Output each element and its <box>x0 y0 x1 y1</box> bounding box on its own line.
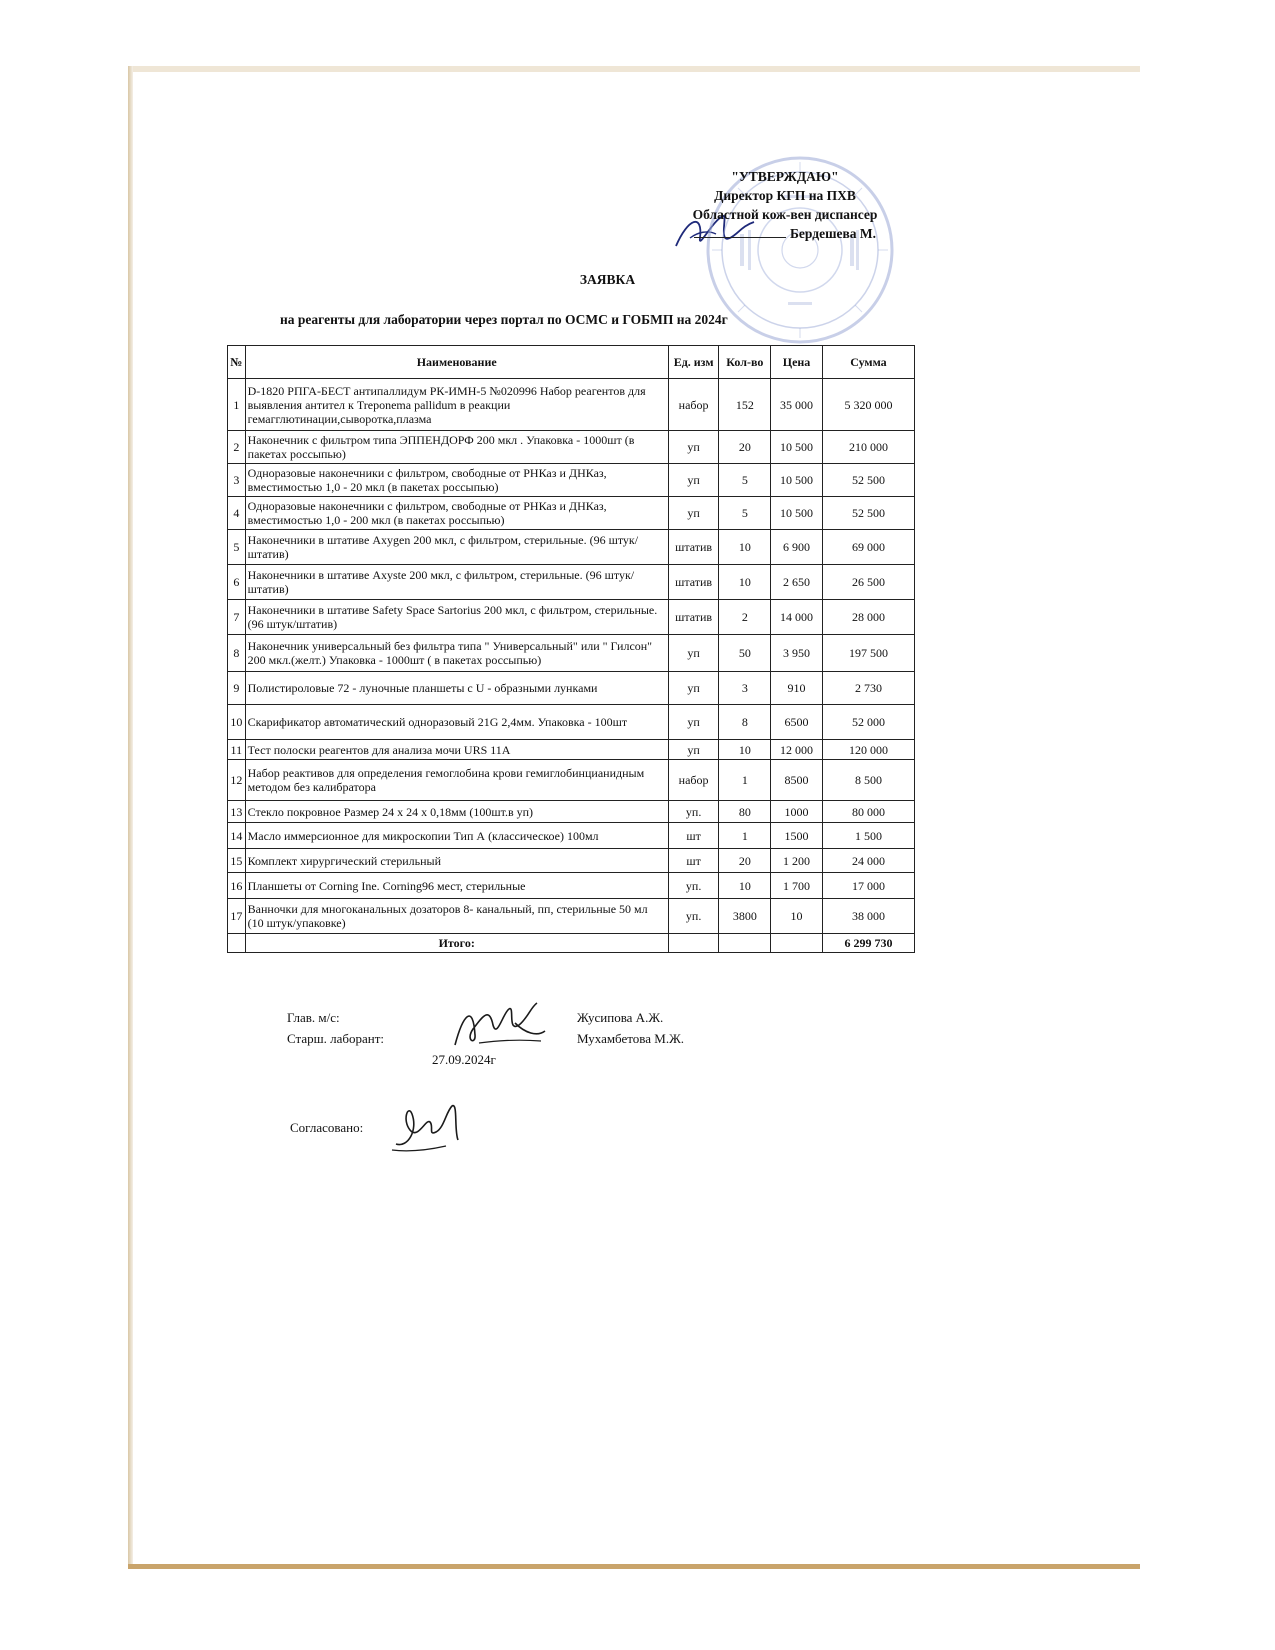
row-name: Масло иммерсионное для микроскопии Тип А (классическое) 100мл <box>245 823 668 849</box>
row-unit: уп <box>668 705 719 740</box>
senior-lab-name: Мухамбетова М.Ж. <box>577 1031 684 1046</box>
table-body <box>228 379 915 953</box>
table-row <box>228 565 915 600</box>
row-sum: 210 000 <box>822 431 914 464</box>
row-qty: 10 <box>719 740 771 760</box>
row-qty: 152 <box>719 379 771 431</box>
row-sum: 1 500 <box>822 823 914 849</box>
row-qty: 3 <box>719 672 771 705</box>
row-unit: уп <box>668 464 719 497</box>
row-qty: 5 <box>719 497 771 530</box>
row-qty: 8 <box>719 705 771 740</box>
approval-director: Директор КГП на ПХВ <box>714 188 856 203</box>
row-num: 12 <box>228 760 246 801</box>
row-name: D-1820 РПГА-БЕСТ антипаллидум РК-ИМН-5 №020996 Набор реагентов для выявления антител к Treponema pallidum в реакции гемагглютинации,сыворотка,плазма <box>245 379 668 431</box>
row-unit: уп. <box>668 801 719 823</box>
row-qty: 3800 <box>719 899 771 934</box>
approval-signatory-line <box>640 224 930 243</box>
row-price: 10 <box>771 899 823 934</box>
row-qty: 20 <box>719 849 771 873</box>
agreed-signature <box>388 1100 468 1155</box>
row-name: Тест полоски реагентов для анализа мочи URS 11A <box>245 740 668 760</box>
row-sum: 52 500 <box>822 464 914 497</box>
head-nurse-name: Жусипова А.Ж. <box>577 1010 664 1025</box>
row-unit: шт <box>668 849 719 873</box>
table-row <box>228 600 915 635</box>
row-name: Наконечник универсальный без фильтра типа " Универсальный" или " Гилсон" 200 мкл.(желт.) Упаковка - 1000шт ( в пакетах россыпью) <box>245 635 668 672</box>
request-table <box>227 345 915 953</box>
table-row <box>228 760 915 801</box>
row-unit: уп <box>668 635 719 672</box>
row-price: 8500 <box>771 760 823 801</box>
table-row <box>228 849 915 873</box>
row-num: 6 <box>228 565 246 600</box>
row-num: 2 <box>228 431 246 464</box>
header-name: Наименование <box>245 346 668 379</box>
row-num: 15 <box>228 849 246 873</box>
header-price: Цена <box>771 346 823 379</box>
row-price: 12 000 <box>771 740 823 760</box>
row-sum: 28 000 <box>822 600 914 635</box>
header-qty: Кол-во <box>719 346 771 379</box>
row-name: Комплект хирургический стерильный <box>245 849 668 873</box>
header-unit: Ед. изм <box>668 346 719 379</box>
row-qty: 1 <box>719 823 771 849</box>
row-name: Набор реактивов для определения гемоглобина крови гемиглобинцианидным методом без калибратора <box>245 760 668 801</box>
row-price: 2 650 <box>771 565 823 600</box>
row-num: 3 <box>228 464 246 497</box>
row-price: 1500 <box>771 823 823 849</box>
signature-line <box>694 225 786 238</box>
total-row <box>228 934 915 953</box>
row-num: 8 <box>228 635 246 672</box>
row-num: 11 <box>228 740 246 760</box>
signing-date: 27.09.2024г <box>432 1052 496 1067</box>
row-sum: 120 000 <box>822 740 914 760</box>
table-row <box>228 530 915 565</box>
total-qty-cell <box>719 934 771 953</box>
row-sum: 38 000 <box>822 899 914 934</box>
row-num: 14 <box>228 823 246 849</box>
header-sum: Сумма <box>822 346 914 379</box>
row-sum: 17 000 <box>822 873 914 899</box>
total-num-cell <box>228 934 246 953</box>
total-unit-cell <box>668 934 719 953</box>
row-sum: 52 500 <box>822 497 914 530</box>
row-name: Ванночки для многоканальных дозаторов 8- канальный, пп, стерильные 50 мл (10 штук/упаковке) <box>245 899 668 934</box>
table-row <box>228 705 915 740</box>
row-unit: набор <box>668 760 719 801</box>
row-price: 1 700 <box>771 873 823 899</box>
row-price: 6500 <box>771 705 823 740</box>
row-num: 4 <box>228 497 246 530</box>
row-unit: уп <box>668 740 719 760</box>
approval-organization: Областной кож-вен диспансер <box>692 207 878 222</box>
row-name: Наконечники в штативе Axyste 200 мкл, с фильтром, стерильные. (96 штук/штатив) <box>245 565 668 600</box>
table-row <box>228 801 915 823</box>
row-sum: 8 500 <box>822 760 914 801</box>
header-num: № <box>228 346 246 379</box>
row-name: Одноразовые наконечники с фильтром, свободные от РНКаз и ДНКаз, вместимостью 1,0 - 20 мкл (в пакетах россыпью) <box>245 464 668 497</box>
row-name: Наконечники в штативе Axygen 200 мкл, с фильтром, стерильные. (96 штук/штатив) <box>245 530 668 565</box>
table-row <box>228 497 915 530</box>
row-num: 13 <box>228 801 246 823</box>
row-qty: 10 <box>719 530 771 565</box>
row-num: 16 <box>228 873 246 899</box>
row-num: 5 <box>228 530 246 565</box>
row-name: Одноразовые наконечники с фильтром, свободные от РНКаз и ДНКаз, вместимостью 1,0 - 200 мкл (в пакетах россыпью) <box>245 497 668 530</box>
agreed-label: Согласовано: <box>290 1120 364 1135</box>
total-price-cell <box>771 934 823 953</box>
row-qty: 80 <box>719 801 771 823</box>
senior-lab-label: Старш. лаборант: <box>287 1031 385 1046</box>
row-price: 3 950 <box>771 635 823 672</box>
row-qty: 1 <box>719 760 771 801</box>
scan-edge-bottom <box>128 1564 1140 1569</box>
approval-heading: "УТВЕРЖДАЮ" <box>731 169 839 184</box>
row-sum: 80 000 <box>822 801 914 823</box>
row-num: 1 <box>228 379 246 431</box>
row-num: 10 <box>228 705 246 740</box>
table-row <box>228 635 915 672</box>
table-header-row <box>228 346 915 379</box>
row-qty: 10 <box>719 873 771 899</box>
total-value: 6 299 730 <box>822 934 914 953</box>
total-label: Итого: <box>245 934 668 953</box>
row-num: 9 <box>228 672 246 705</box>
row-price: 35 000 <box>771 379 823 431</box>
row-sum: 2 730 <box>822 672 914 705</box>
row-price: 10 500 <box>771 464 823 497</box>
row-num: 17 <box>228 899 246 934</box>
row-name: Наконечники в штативе Safety Space Sartorius 200 мкл, с фильтром, стерильные. (96 штук/штатив) <box>245 600 668 635</box>
row-name: Наконечник с фильтром типа ЭППЕНДОРФ 200 мкл . Упаковка - 1000шт (в пакетах россыпью) <box>245 431 668 464</box>
table-row <box>228 464 915 497</box>
table-row <box>228 431 915 464</box>
approval-signatory: Бердешева М. <box>790 226 876 241</box>
row-name: Стекло покровное Размер 24 x 24 x 0,18мм (100шт.в уп) <box>245 801 668 823</box>
row-price: 910 <box>771 672 823 705</box>
approval-block <box>640 167 930 243</box>
head-nurse-label: Глав. м/с: <box>287 1010 340 1025</box>
row-qty: 50 <box>719 635 771 672</box>
row-unit: штатив <box>668 600 719 635</box>
row-name: Полистироловые 72 - луночные планшеты с U - образными лунками <box>245 672 668 705</box>
row-qty: 2 <box>719 600 771 635</box>
row-sum: 24 000 <box>822 849 914 873</box>
row-qty: 10 <box>719 565 771 600</box>
table-row <box>228 379 915 431</box>
table-row <box>228 672 915 705</box>
row-price: 1 200 <box>771 849 823 873</box>
table-row <box>228 740 915 760</box>
row-sum: 26 500 <box>822 565 914 600</box>
row-unit: штатив <box>668 530 719 565</box>
table-row <box>228 873 915 899</box>
row-qty: 20 <box>719 431 771 464</box>
staff-signature <box>445 995 555 1055</box>
row-unit: шт <box>668 823 719 849</box>
row-price: 14 000 <box>771 600 823 635</box>
table-row <box>228 823 915 849</box>
row-unit: уп <box>668 431 719 464</box>
row-unit: уп <box>668 672 719 705</box>
row-price: 6 900 <box>771 530 823 565</box>
document-subtitle: на реагенты для лаборатории через портал по ОСМС и ГОБМП на 2024г <box>280 312 728 327</box>
row-sum: 69 000 <box>822 530 914 565</box>
row-sum: 5 320 000 <box>822 379 914 431</box>
row-sum: 197 500 <box>822 635 914 672</box>
row-name: Планшеты от Corning Ine. Corning96 мест, стерильные <box>245 873 668 899</box>
row-price: 1000 <box>771 801 823 823</box>
row-num: 7 <box>228 600 246 635</box>
row-price: 10 500 <box>771 431 823 464</box>
row-unit: уп. <box>668 899 719 934</box>
row-unit: набор <box>668 379 719 431</box>
row-sum: 52 000 <box>822 705 914 740</box>
document-title: ЗАЯВКА <box>579 272 636 287</box>
table-row <box>228 899 915 934</box>
row-qty: 5 <box>719 464 771 497</box>
row-unit: штатив <box>668 565 719 600</box>
row-price: 10 500 <box>771 497 823 530</box>
row-unit: уп <box>668 497 719 530</box>
row-name: Скарификатор автоматический одноразовый 21G 2,4мм. Упаковка - 100шт <box>245 705 668 740</box>
row-unit: уп. <box>668 873 719 899</box>
